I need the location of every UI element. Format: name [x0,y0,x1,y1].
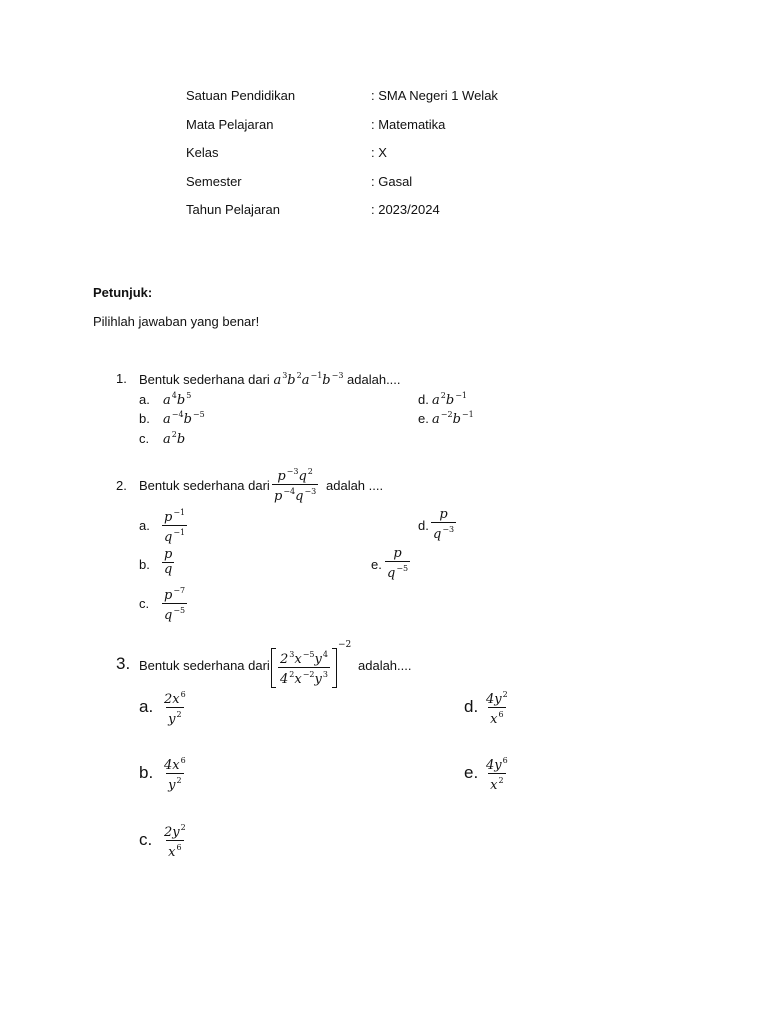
q3-option-b[interactable]: $\frac{4x^6}{y^2}$ [164,756,186,793]
q1-option-a-label: a. [139,392,150,407]
q2-option-e-label: e. [371,557,382,572]
q3-option-d[interactable]: $\frac{4y^2}{x^6}$ [486,690,508,727]
q3-expression: $\frac{2^3x^{-5}y^4}{4^2x^{-2}y^3}$ $^{-2}$ [271,640,351,688]
q3-suffix: adalah.... [358,658,412,673]
q3-option-a-label: a. [139,697,154,716]
label-mapel: Mata Pelajaran [186,117,274,132]
q3-left-bracket [271,648,276,688]
q1-option-a[interactable]: $a^4b^5$ [163,391,192,408]
q1-option-d-label: d. [418,392,429,407]
value-kelas: : X [371,145,387,160]
q1-expression: $a^3b^2a^{-1}b^{-3}$ [273,371,344,388]
q3-option-c-label: c. [139,830,153,849]
q1-option-e[interactable]: $a^{-2}b^{-1}$ [432,410,474,427]
q1-option-c-label: c. [139,431,150,446]
q2-option-d-label: d. [418,518,429,533]
label-satuan: Satuan Pendidikan [186,88,296,103]
q2-suffix: adalah .... [326,478,384,493]
q1-option-d[interactable]: $a^2b^{-1}$ [432,391,467,408]
q2-expression: $\frac{p^{-3}q^2}{p^{-4}q^{-3}}$ [274,467,317,504]
q1-stem [139,371,401,388]
q1-prefix: Bentuk sederhana dari [139,372,270,387]
q2-number: 2. [116,478,127,493]
label-kelas: Kelas [186,145,219,160]
q1-number: 1. [116,371,127,386]
value-tahun: : 2023/2024 [371,202,440,217]
q2-option-b[interactable]: $\frac{p}{q}$ [164,547,173,577]
q2-option-a-label: a. [139,518,150,533]
q2-option-c[interactable]: $\frac{p^{-7}}{q^{-5}}$ [164,586,186,623]
q3-option-a[interactable]: $\frac{2x^6}{y^2}$ [164,690,186,727]
instructions-text: Pilihlah jawaban yang benar! [93,314,260,329]
q3-option-b-label: b. [139,763,154,782]
q3-option-e[interactable]: $\frac{4y^6}{x^2}$ [486,756,508,793]
q1-option-c[interactable]: $a^2b$ [163,430,186,447]
q3-prefix: Bentuk sederhana dari [139,658,270,673]
instructions-title: Petunjuk: [93,285,153,300]
q1-option-e-label: e. [418,411,429,426]
label-semester: Semester [186,174,242,189]
label-tahun: Tahun Pelajaran [186,202,280,217]
q2-option-b-label: b. [139,557,150,572]
q1-suffix: adalah.... [347,372,401,387]
q3-option-c[interactable]: $\frac{2y^2}{x^6}$ [164,823,186,860]
q2-option-c-label: c. [139,596,150,611]
q2-option-a[interactable]: $\frac{p^{-1}}{q^{-1}}$ [164,508,186,545]
q2-prefix: Bentuk sederhana dari [139,478,270,493]
q2-option-d[interactable]: $\frac{p}{q^{-3}}$ [433,507,455,542]
value-semester: : Gasal [371,174,413,189]
q1-option-b[interactable]: $a^{-4}b^{-5}$ [163,410,205,427]
value-satuan: : SMA Negeri 1 Welak [371,88,498,103]
q3-number: 3. [116,654,131,673]
q1-option-b-label: b. [139,411,150,426]
q3-right-bracket [332,648,337,688]
q3-option-e-label: e. [464,763,479,782]
q2-option-e[interactable]: $\frac{p}{q^{-5}}$ [387,546,409,581]
q3-option-d-label: d. [464,697,479,716]
value-mapel: : Matematika [371,117,446,132]
